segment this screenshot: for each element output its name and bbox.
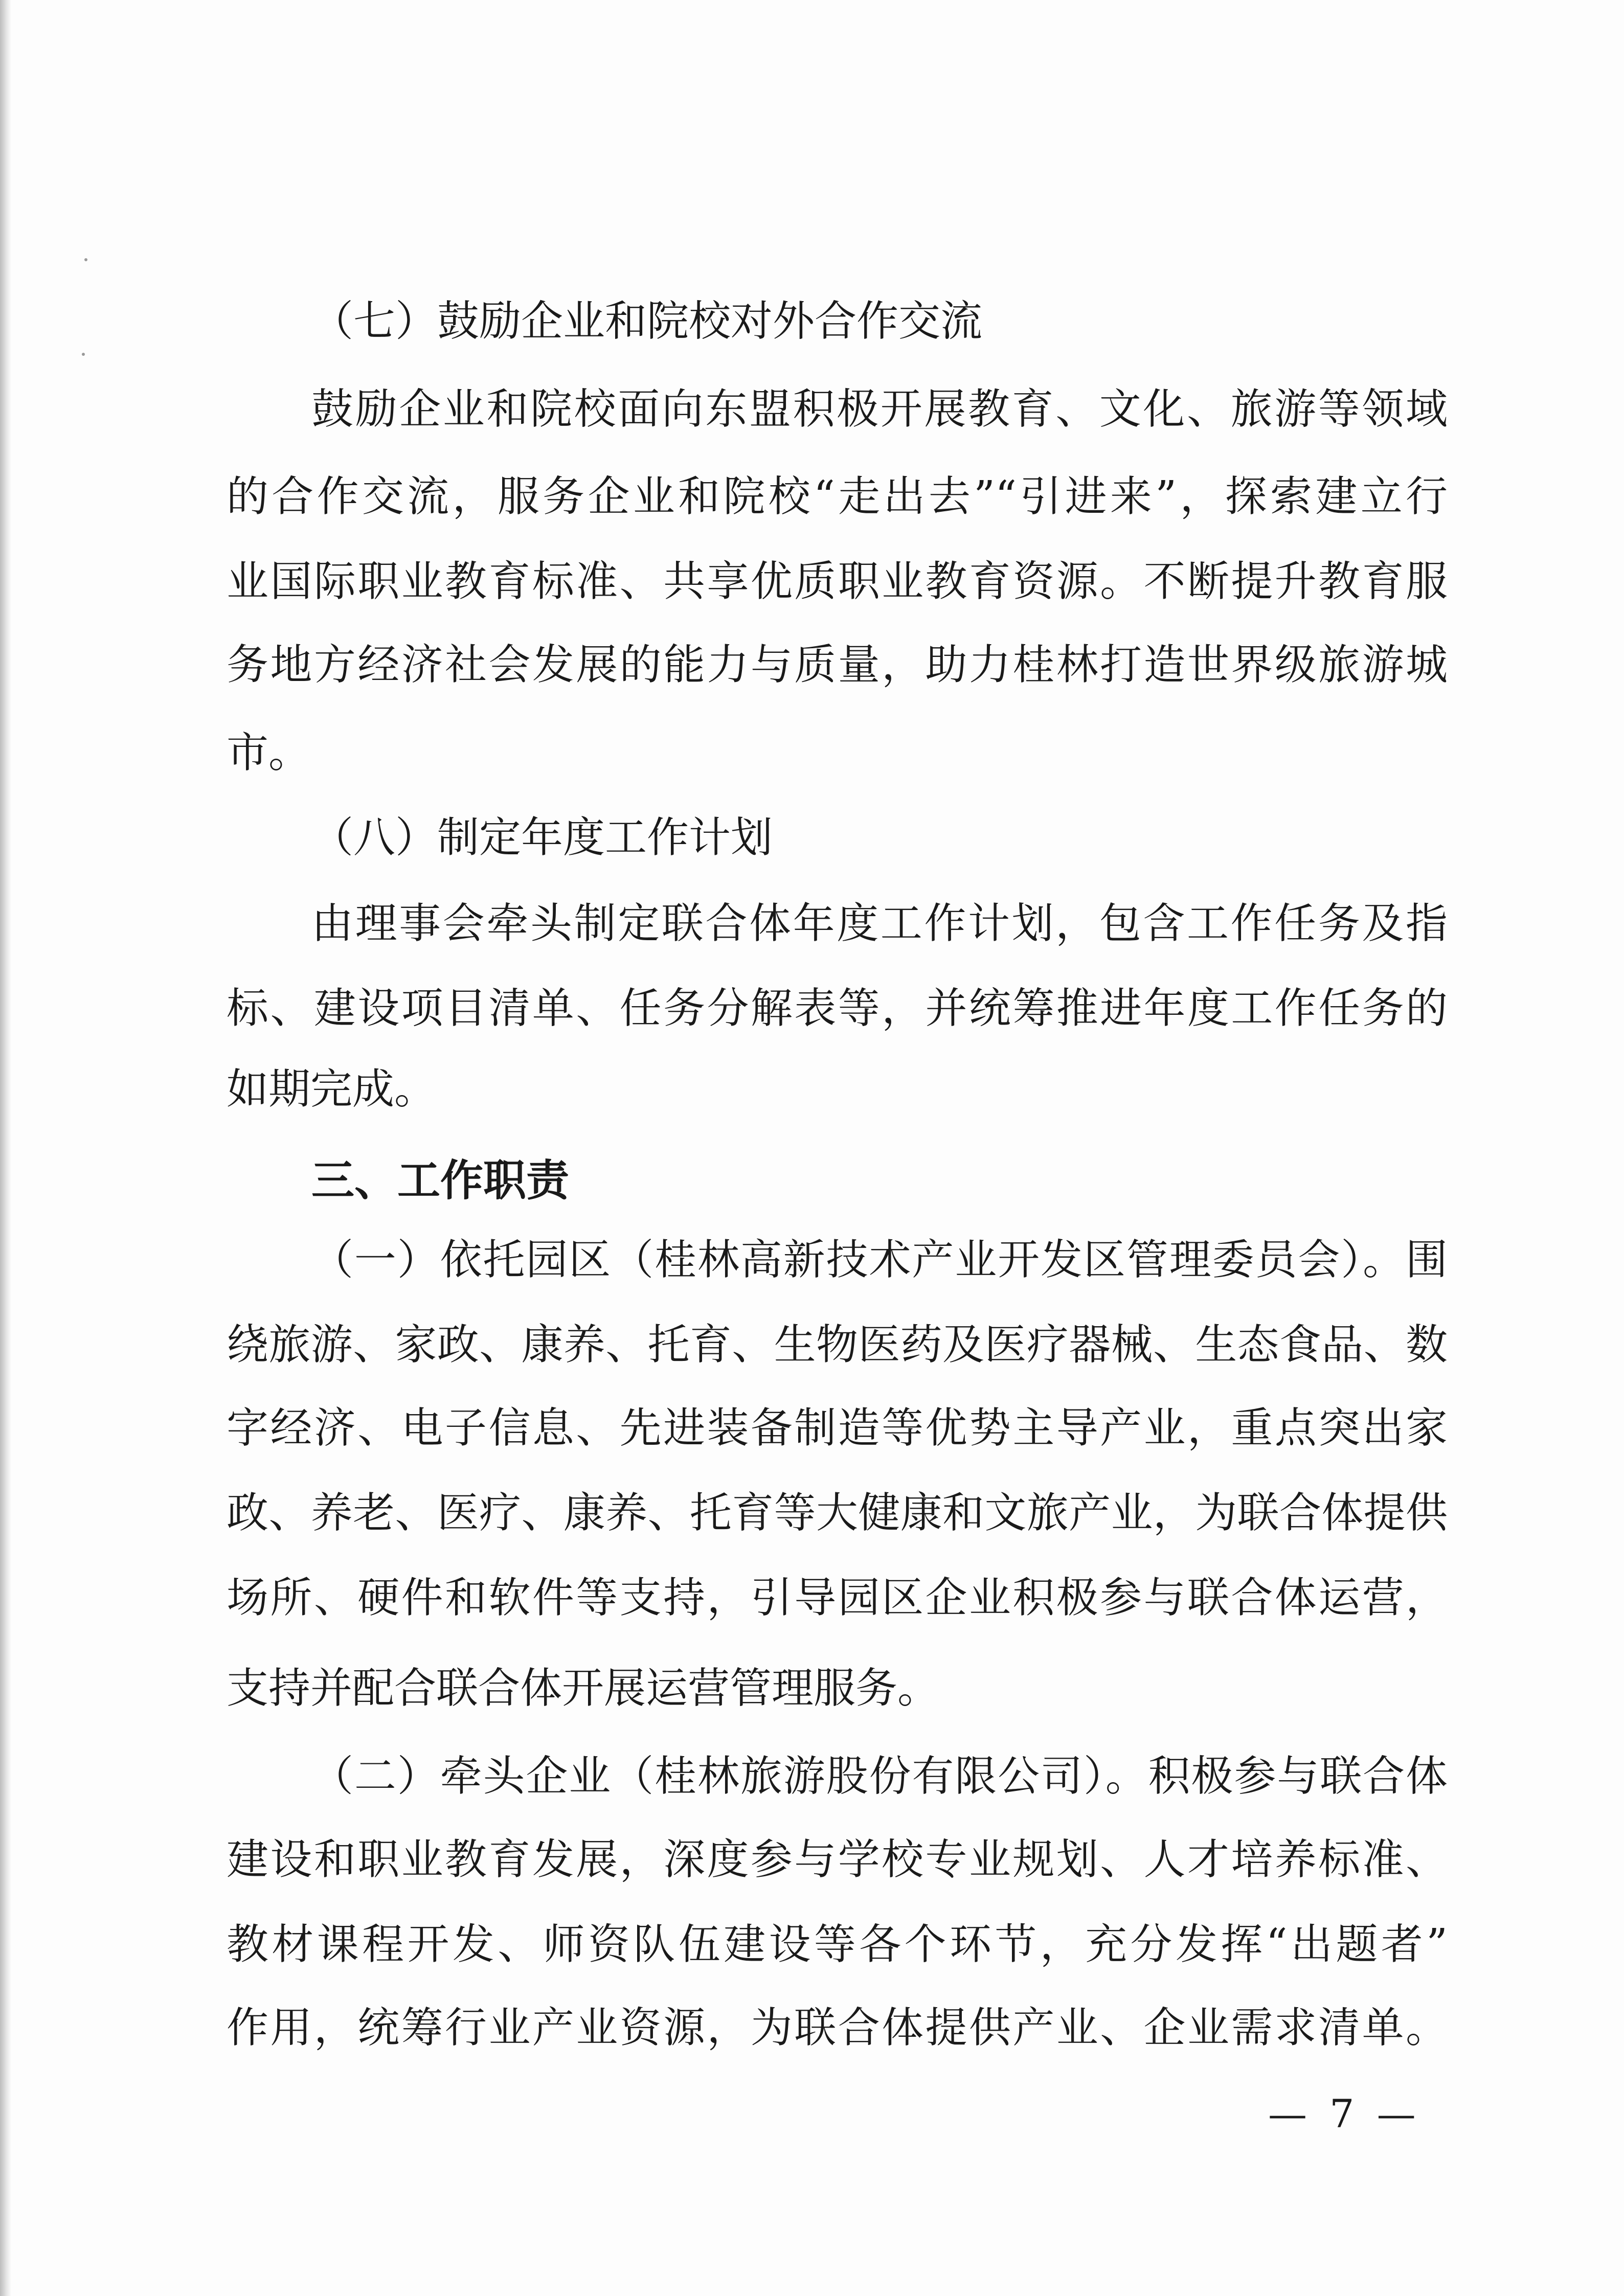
scan-speck (82, 353, 85, 356)
paragraph-line: 由理事会牵头制定联合体年度工作计划，包含工作任务及指 (311, 899, 1448, 948)
paragraph-line: （一）依托园区（桂林高新技术产业开发区管理委员会）。围 (311, 1236, 1448, 1284)
paragraph-line: 政、养老、医疗、康养、托育等大健康和文旅产业，为联合体提供 (227, 1489, 1448, 1537)
paragraph-line: 业国际职业教育标准、共享优质职业教育资源。不断提升教育服 (227, 557, 1448, 606)
paragraph-line: 建设和职业教育发展，深度参与学校专业规划、人才培养标准、 (227, 1835, 1448, 1884)
paragraph-line: （二）牵头企业（桂林旅游股份有限公司）。积极参与联合体 (311, 1752, 1448, 1801)
section-heading-7: （七）鼓励企业和院校对外合作交流 (311, 297, 983, 346)
paragraph-line: 市。 (227, 729, 311, 777)
paragraph-line: 支持并配合联合体开展运营管理服务。 (227, 1664, 940, 1713)
paragraph-line: 字经济、电子信息、先进装备制造等优势主导产业，重点突出家 (227, 1404, 1448, 1452)
paragraph-line: 务地方经济社会发展的能力与质量，助力桂林打造世界级旅游城 (227, 641, 1448, 689)
paragraph-line: 作用，统筹行业产业资源，为联合体提供产业、企业需求清单。 (227, 2004, 1448, 2052)
scan-edge (0, 0, 11, 2296)
page-number: — 7 — (1268, 2091, 1421, 2136)
paragraph-line: 教材课程开发、师资队伍建设等各个环节，充分发挥“出题者” (227, 1920, 1448, 1969)
paragraph-line: 绕旅游、家政、康养、托育、生物医药及医疗器械、生态食品、数 (227, 1321, 1448, 1369)
paragraph-line: 标、建设项目清单、任务分解表等，并统筹推进年度工作任务的 (227, 984, 1448, 1033)
section-heading-3: 三、工作职责 (311, 1155, 570, 1206)
paragraph-line: 如期完成。 (227, 1065, 437, 1113)
paragraph-line: 鼓励企业和院校面向东盟积极开展教育、文化、旅游等领域 (311, 385, 1448, 434)
paragraph-line: 场所、硬件和软件等支持，引导园区企业积极参与联合体运营， (227, 1574, 1448, 1622)
paragraph-line: 的合作交流，服务企业和院校“走出去”“引进来”，探索建立行 (227, 472, 1448, 521)
scan-speck (84, 258, 87, 261)
section-heading-8: （八）制定年度工作计划 (311, 813, 773, 862)
